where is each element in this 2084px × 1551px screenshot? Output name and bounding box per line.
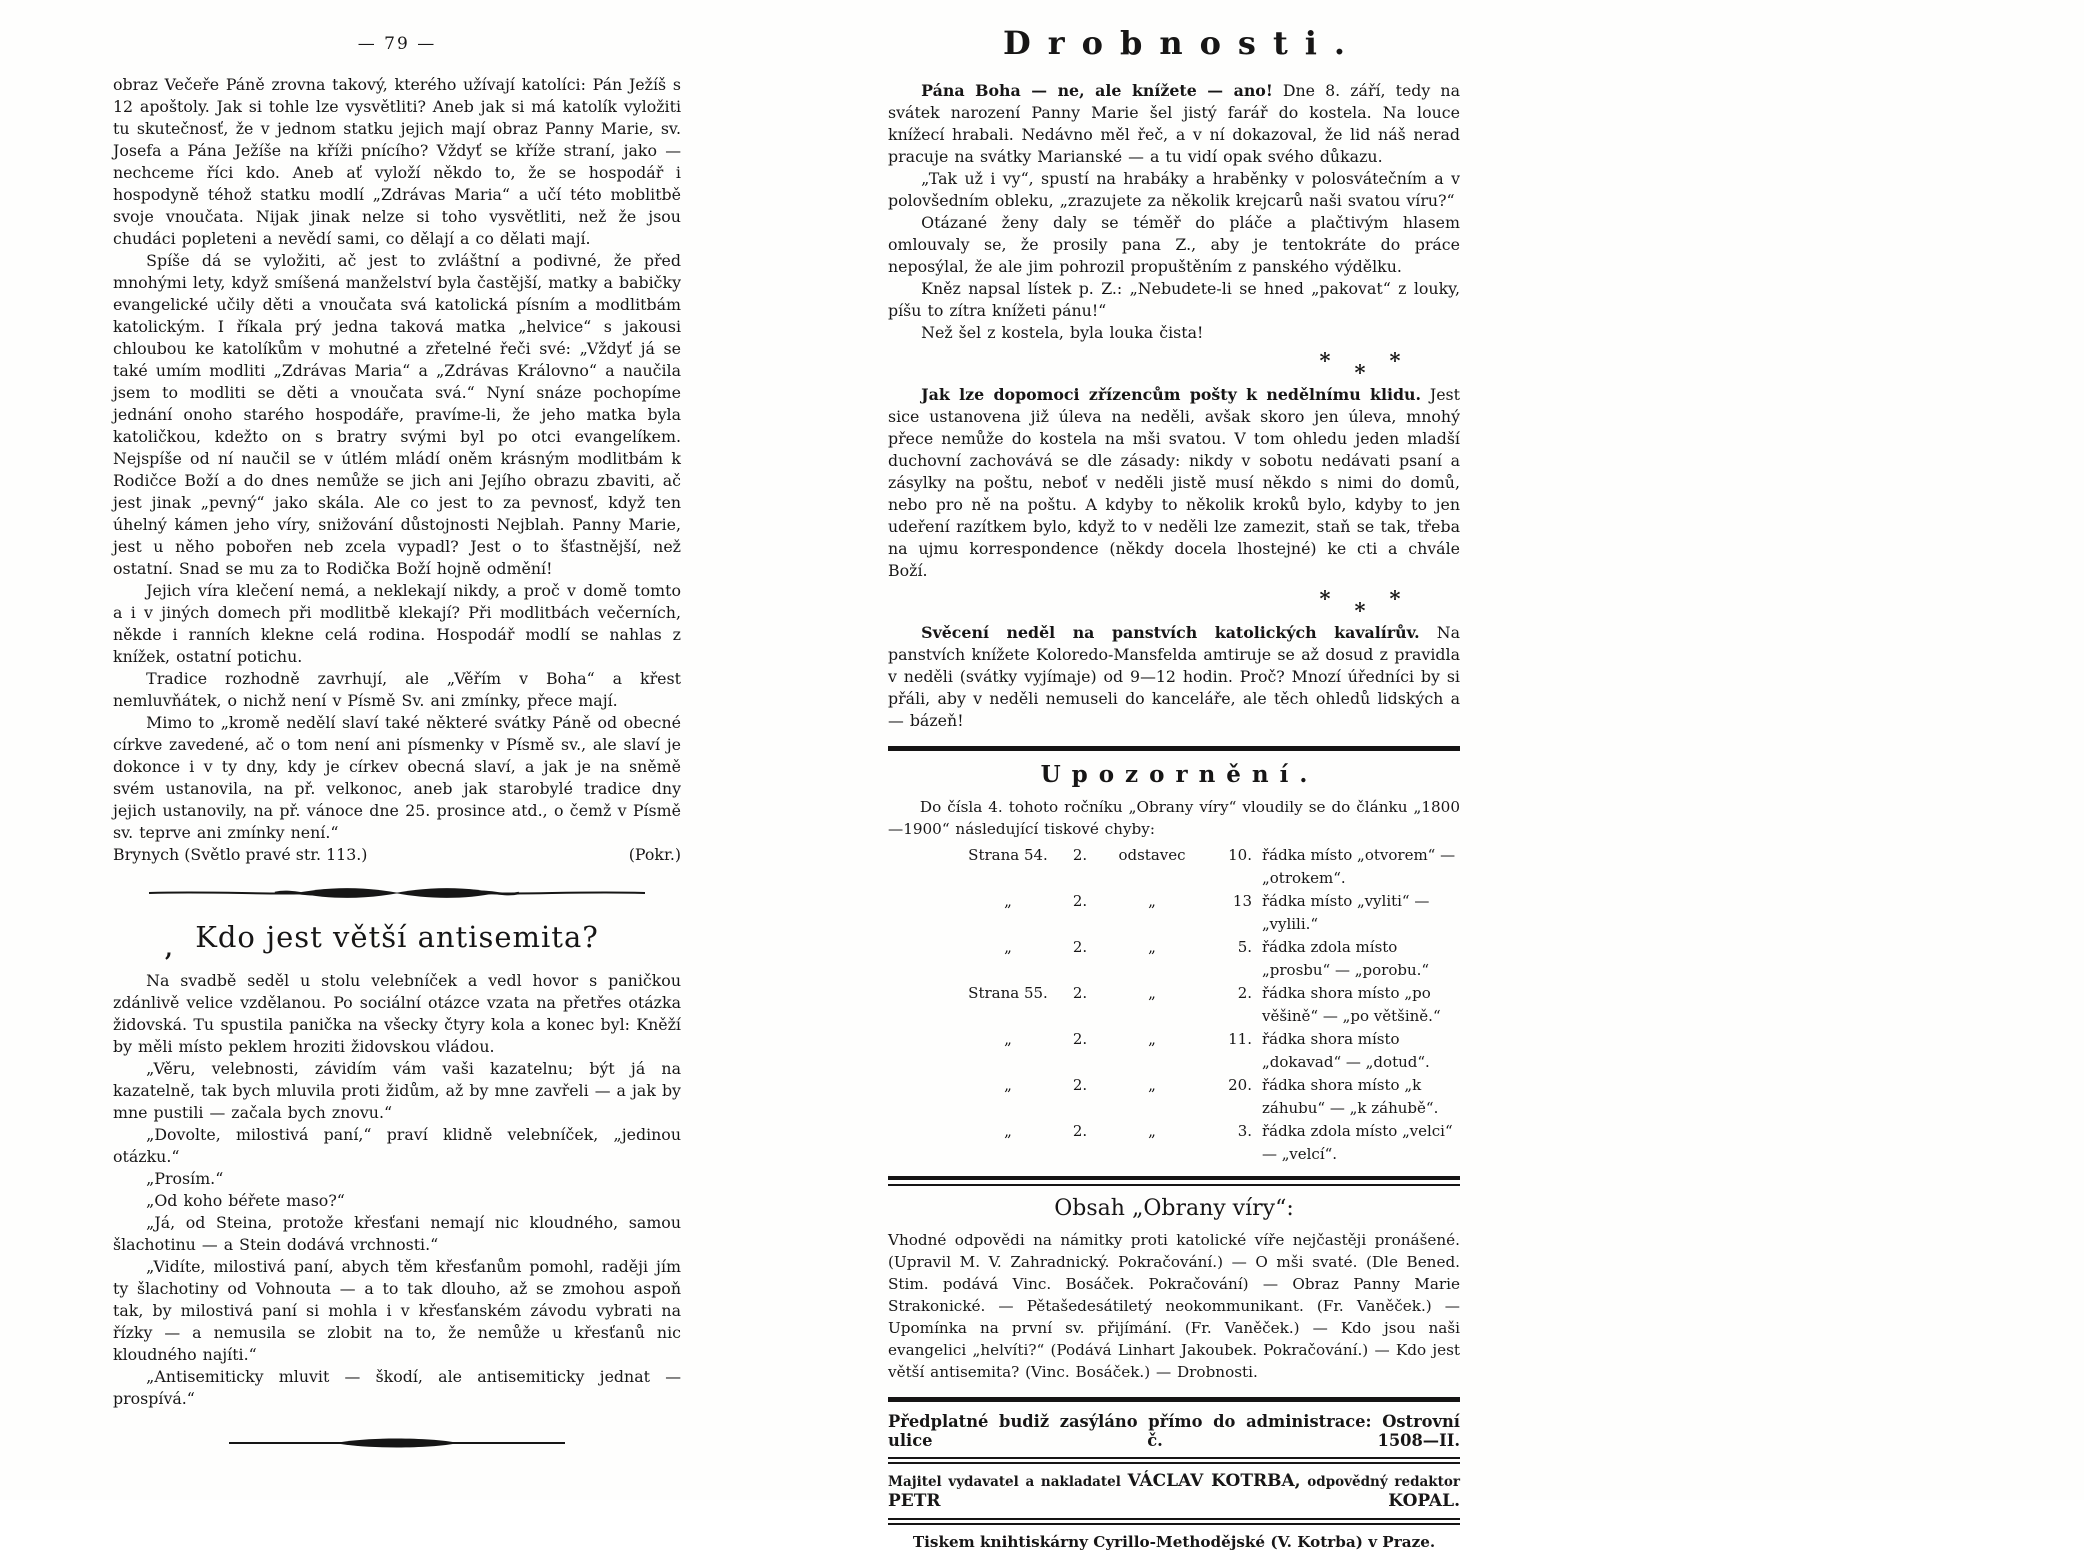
errata-col: 2. bbox=[1072, 892, 1088, 910]
printer-line: Tiskem knihtiskárny Cyrillo-Methodějské (V. Kotrba) v Praze. bbox=[912, 1533, 1436, 1551]
editor-prefix: odpovědný redaktor bbox=[1307, 1474, 1460, 1490]
errata-page: Strana 54. bbox=[968, 846, 1048, 864]
citation-source: Brynych (Světlo pravé str. 113.) bbox=[113, 845, 368, 864]
errata-line-no: 2. bbox=[1237, 984, 1252, 1002]
errata-page: „ bbox=[1004, 938, 1012, 956]
continuation-mark: (Pokr.) bbox=[628, 845, 681, 864]
errata-para: odstavec bbox=[1118, 846, 1186, 864]
divider-ornament-svg bbox=[227, 1436, 567, 1450]
paragraph: Spíše dá se vyložiti, ač jest to zvláštní a podivné, že před mnohými lety, když smíšená manželství byla častější, matky a babičky evangelické učily děti a vnoučata svá katolická písním a modlitbám katolickým. I říkala prý jedna taková matka „helvice“ s jakousi chloubou ke katolíkům v mohutné a zřetelné řeči své: „Vždyť já se také umím modliti „Zdrávas Maria“ a „Zdrávas Královno“ a naučila jsem to modliti se děti a vnoučata svá.“ Nyní snáze pochopíme jednání onoho starého hospodáře, pravíme-li, že jeho matka byla katoličkou, kdežto on s bratry svými byl po otci evangelíkem. Nejspíše od ní naučil se v útlém mládí oněm krásným modlitbám k Rodičce Boží a do dnes nemůže se jich ani Jejího obrazu zbaviti, ač jest jinak „pevný“ jako skála. Ale co jest to za pevnosť, když ten úhelný kámen jeho víry, snižování důstojnosti Nejblah. Panny Marie, jest u něho pobořen neb zcela vypadl? Jest o to šťastnější, než ostatní. Snad se mu za to Rodička Boží hojně odmění! bbox=[113, 251, 681, 578]
errata-text: řádka shora místo „po věšině“ — „po většině.“ bbox=[1262, 984, 1441, 1025]
asterisk: * bbox=[1389, 348, 1401, 373]
story-lead: Pána Boha — ne, ale knížete — ano! bbox=[921, 81, 1273, 100]
citation-line bbox=[113, 844, 681, 866]
errata-row bbox=[958, 844, 1460, 890]
subscription-notice: Předplatné budiž zasýláno přímo do administrace: Ostrovní ulice č. 1508—II. bbox=[888, 1412, 1460, 1450]
paragraph: „Od koho béřete maso?“ bbox=[146, 1191, 345, 1210]
errata-col: 2. bbox=[1072, 1030, 1088, 1048]
errata-row bbox=[958, 890, 1460, 936]
asterisk: * bbox=[1319, 348, 1331, 373]
publisher-line bbox=[888, 1471, 1460, 1511]
paragraph: „Tak už i vy“, spustí na hrabáky a hraběnky v polosvátečním a v polovšedním obleku, „zrazujete za několik krejcarů naši svatou víru?“ bbox=[888, 169, 1460, 210]
errata-line-no: 3. bbox=[1237, 1122, 1252, 1140]
notice-title: Upozornění. bbox=[1040, 761, 1319, 788]
errata-text: řádka místo „vyliti“ — „vylili.“ bbox=[1262, 892, 1430, 933]
errata-table bbox=[888, 844, 1460, 1166]
errata-row bbox=[958, 982, 1460, 1028]
errata-row bbox=[958, 1028, 1460, 1074]
paragraph: Na svadbě seděl u stolu velebníček a vedl hovor s paničkou zdánlivě velice vzdělanou. Po sociální otázce vzata na přetřes otázka židovská. Tu spustila panička na všecky čtyry kola a konec byl: Kněží by měli místo peklem hroziti židovskou vládou. bbox=[113, 971, 681, 1056]
contents-body: Vhodné odpovědi na námitky proti katolické víře nejčastěji pronášené. (Upravil M. V. Zahradnický. Pokračování.) — O mši svaté. (Dle Bened. Stim. podává Vinc. Bosáček. Pokračování) — Obraz Panny Marie Strakonické. — Pětašedesátiletý neokommunikant. (Fr. Vaněček.) — Upomínka na první sv. přijímání. (Fr. Vaněček.) — Kdo jsou naši evangelici „helvíti?“ (Podává Linhart Jakoubek. Pokračování.) — Kdo jest větší antisemita? (Vinc. Bosáček.) — Drobnosti. bbox=[888, 1231, 1460, 1381]
story-paragraph bbox=[888, 80, 1460, 168]
ink-artifact: , bbox=[165, 936, 173, 962]
errata-line-no: 13 bbox=[1232, 892, 1252, 910]
errata-para: „ bbox=[1148, 892, 1156, 910]
paragraph: „Prosím.“ bbox=[146, 1169, 224, 1188]
divider-ornament-svg bbox=[147, 884, 647, 902]
errata-para: „ bbox=[1148, 938, 1156, 956]
errata-text: řádka místo „otvorem“ — „otrokem“. bbox=[1262, 846, 1456, 887]
horizontal-rule bbox=[888, 1457, 1460, 1464]
story-rest: Na panstvích knížete Koloredo-Mansfelda amtiruje se až dosud z pravidla v neděli (svátky vyjímaje) od 9—12 hodin. Proč? Mnozí úředníci by si přáli, aby v neděli nemuseli do kanceláře, ale těch ohledů lidských a — bázeň! bbox=[888, 623, 1460, 730]
errata-col: 2. bbox=[1072, 938, 1088, 956]
errata-text: řádka zdola místo „prosbu“ — „porobu.“ bbox=[1262, 938, 1430, 979]
section-divider-ornament bbox=[113, 884, 681, 902]
story-lead: Svěcení neděl na panstvích katolických kavalírův. bbox=[921, 623, 1420, 642]
page-number: — 79 — bbox=[357, 34, 437, 54]
horizontal-rule bbox=[888, 1176, 1460, 1186]
paragraph: „Věru, velebnosti, závidím vám vaši kazatelnu; být já na kazatelně, tak bych mluvila proti židům, až by mne zavřeli — a jak by mne pustili — začala bych znovu.“ bbox=[113, 1059, 681, 1122]
errata-para: „ bbox=[1148, 1122, 1156, 1140]
errata-col: 2. bbox=[1072, 1122, 1088, 1140]
publisher-name: VÁCLAV KOTRBA, bbox=[1127, 1471, 1301, 1491]
publisher-prefix: Majitel vydavatel a nakladatel bbox=[888, 1474, 1121, 1490]
errata-page: „ bbox=[1004, 1030, 1012, 1048]
asterisk: * bbox=[1319, 586, 1331, 611]
errata-text: řádka zdola místo „velci“ — „velcí“. bbox=[1262, 1122, 1453, 1163]
editor-name: PETR KOPAL. bbox=[888, 1491, 1460, 1511]
errata-row bbox=[958, 1120, 1460, 1166]
story-rest: Jest sice ustanovena již úleva na neděli, avšak skoro jen úleva, mnohý přece nemůže do kostela na mši svatou. V tom ohledu jeden mladší duchovní zachovává se dle zásady: nikdy v sobotu nedávati psaní a zásylky na poštu, neboť v neděli jistě musí někdo s nimi do domů, nebo pro ně na poštu. A kdyby to několik kroků bylo, kdyby to jen udeření razítkem bylo, když to v neděli lze zamezit, staň se tak, třeba na ujmu korrespondence (někdy docela lhostejné) ke cti a chvále Boží. bbox=[888, 385, 1460, 580]
errata-text: řádka shora místo „k záhubu“ — „k záhubě“. bbox=[1262, 1076, 1439, 1117]
paragraph: „Já, od Steina, protože křesťani nemají nic kloudného, samou šlachotinu — a Stein dodává vrchnosti.“ bbox=[113, 1213, 681, 1254]
errata-row bbox=[958, 1074, 1460, 1120]
notice-intro: Do čísla 4. tohoto ročníku „Obrany víry“ vloudily se do článku „1800—1900“ následující tiskové chyby: bbox=[888, 798, 1460, 838]
asterisk: * bbox=[1354, 598, 1366, 623]
article-title: Kdo jest větší antisemita? bbox=[195, 920, 599, 954]
paragraph: Kněz napsal lístek p. Z.: „Nebudete-li se hned „pakovat“ z louky, píšu to zítra knížeti pánu!“ bbox=[888, 279, 1460, 320]
paragraph: Mimo to „kromě nedělí slaví také některé svátky Páně od obecné církve zavedené, ač o tom není ani písmenky v Písmě sv., ale slaví je dokonce i v ty dny, kdy je církev obecná slaví, a jak je na sněmě svém ustanovila, na př. velkonoc, aneb jak starobylé tradice dny jejich ustanovily, na př. vánoce dne 25. prosince atd., o čemž v Písmě sv. teprve ani zmínky není.“ bbox=[113, 713, 681, 842]
errata-para: „ bbox=[1148, 984, 1156, 1002]
story-paragraph bbox=[888, 622, 1460, 732]
horizontal-rule bbox=[888, 1518, 1460, 1525]
errata-line-no: 20. bbox=[1228, 1076, 1252, 1094]
errata-row bbox=[958, 936, 1460, 982]
story-paragraph bbox=[888, 384, 1460, 582]
paragraph: „Vidíte, milostivá paní, abych těm křesťanům pomohl, raději jím ty šlachotiny od Vohnouta — a to tak dlouho, až se zmohou aspoň tak, by milostivá paní si mohla i v křesťanském závodu vybrati na řízky — a nemusila se zlobit na to, že nemůže u křesťanů nic kloudného najíti.“ bbox=[113, 1257, 681, 1364]
asterism-divider bbox=[1074, 586, 1646, 622]
errata-para: „ bbox=[1148, 1030, 1156, 1048]
errata-line-no: 5. bbox=[1237, 938, 1252, 956]
errata-page: Strana 55. bbox=[968, 984, 1048, 1002]
errata-text: řádka shora místo „dokavad“ — „dotud“. bbox=[1262, 1030, 1430, 1071]
errata-page: „ bbox=[1004, 892, 1012, 910]
story-lead: Jak lze dopomoci zřízencům pošty k nedělnímu klidu. bbox=[921, 385, 1421, 404]
asterisk: * bbox=[1389, 586, 1401, 611]
left-column bbox=[113, 34, 681, 1450]
paragraph: „Dovolte, milostivá paní,“ praví klidně velebníček, „jedinou otázku.“ bbox=[113, 1125, 681, 1166]
paragraph: Tradice rozhodně zavrhují, ale „Věřím v Boha“ a křest nemluvňátek, o nichž není v Písmě Sv. ani zmínky, přece mají. bbox=[113, 669, 681, 710]
article-heading-row bbox=[113, 920, 681, 962]
horizontal-rule bbox=[888, 1397, 1460, 1402]
paragraph: Otázané ženy daly se téměř do pláče a plačtivým hlasem omlouvaly se, že prosily pana Z., aby je tentokráte do práce neposýlal, že ale jim pohrozil propuštěním z panského výdělku. bbox=[888, 213, 1460, 276]
paragraph: obraz Večeře Páně zrovna takový, kterého užívají katolíci: Pán Ježíš s 12 apoštoly. Jak si tohle lze vysvětliti? Aneb jak si má katolík vyložiti tu skutečnosť, že v jednom statku jejich mají obraz Panny Marie, sv. Josefa a Pána Ježíše na kříži pnícího? Vždyť se kříže straní, jako — nechceme říci kdo. Aneb ať vyloží někdo to, že se hospodář i hospodyně téhož statku modlí „Zdrávas Maria“ a učí této moblitbě svoje vnoučata. Nijak jinak nelze si toho vysvětliti, než že jsou chudáci popleteni a nevědí sami, co dělají a co dělati mají. bbox=[113, 75, 681, 248]
errata-line-no: 10. bbox=[1228, 846, 1252, 864]
errata-line-no: 11. bbox=[1228, 1030, 1252, 1048]
errata-para: „ bbox=[1148, 1076, 1156, 1094]
asterisk: * bbox=[1354, 360, 1366, 385]
contents-title: Obsah „Obrany víry“: bbox=[1054, 1196, 1294, 1221]
errata-col: 2. bbox=[1072, 984, 1088, 1002]
end-divider-ornament bbox=[113, 1436, 681, 1450]
drobnosti-title: Drobnosti. bbox=[1002, 24, 1363, 62]
story-rest: Dne 8. září, tedy na svátek narození Panny Marie šel jistý farář do kostela. Na louce knížecí hrabali. Nedávno měl řeč, a v ní dokazoval, že lid náš nerad pracuje na svátky Marianské — a tu vidí opak svého důkazu. bbox=[888, 81, 1460, 166]
asterism-divider bbox=[1074, 348, 1646, 384]
errata-page: „ bbox=[1004, 1122, 1012, 1140]
paragraph: Než šel z kostela, byla louka čista! bbox=[921, 323, 1204, 342]
errata-col: 2. bbox=[1072, 846, 1088, 864]
errata-page: „ bbox=[1004, 1076, 1012, 1094]
paragraph: Jejich víra klečení nemá, a neklekají nikdy, a proč v domě tomto a i v jiných domech při modlitbě klekají? Při modlitbách večerních, někde i ranních klekne celá rodina. Hospodář modlí se nahlas z knížek, ostatní potichu. bbox=[113, 581, 681, 666]
horizontal-rule bbox=[888, 746, 1460, 751]
errata-col: 2. bbox=[1072, 1076, 1088, 1094]
right-column bbox=[888, 24, 1460, 1551]
paragraph: „Antisemiticky mluvit — škodí, ale antisemiticky jednat — prospívá.“ bbox=[113, 1367, 681, 1408]
